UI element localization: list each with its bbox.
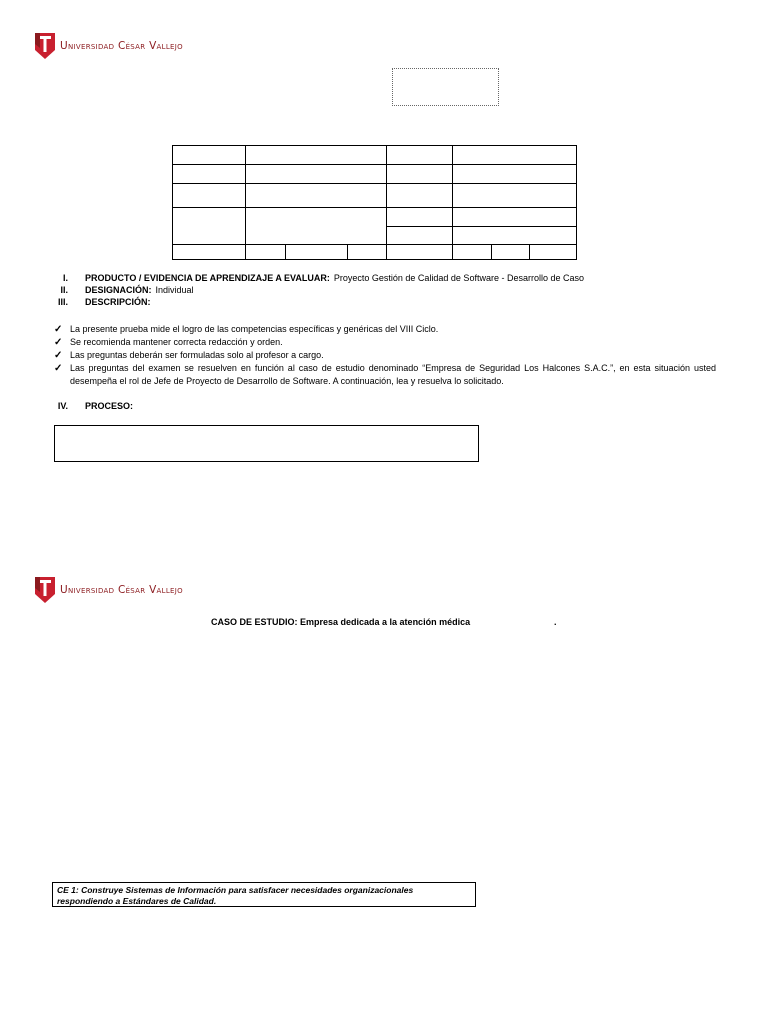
section-number: II. bbox=[60, 285, 68, 295]
list-item bbox=[54, 336, 716, 349]
university-logo bbox=[35, 577, 183, 603]
table-cell bbox=[452, 227, 576, 245]
table-cell bbox=[173, 184, 246, 208]
table-cell bbox=[452, 208, 576, 227]
section-number: III. bbox=[57, 297, 68, 307]
table-cell bbox=[386, 146, 452, 165]
university-name: Universidad César Vallejo bbox=[60, 40, 183, 52]
table-cell bbox=[245, 165, 386, 184]
section-product bbox=[0, 273, 768, 285]
section-value: Proyecto Gestión de Calidad de Software - Desarrollo de Caso bbox=[333, 273, 584, 283]
table-cell bbox=[245, 208, 386, 245]
dotted-placeholder-box bbox=[392, 68, 499, 106]
instruction-text: La presente prueba mide el logro de las competencias específicas y genéricas del VIII Ciclo. bbox=[70, 324, 439, 334]
table-cell bbox=[286, 245, 348, 260]
table-cell bbox=[245, 146, 386, 165]
table-cell bbox=[492, 245, 529, 260]
table-cell bbox=[452, 184, 576, 208]
competence-text: CE 1: Construye Sistemas de Información para satisfacer necesidades organizacionales respondiendo a Estándares de Calidad. bbox=[57, 885, 414, 906]
section-value: Individual bbox=[155, 285, 194, 295]
section-number: IV. bbox=[57, 401, 68, 411]
table-cell bbox=[529, 245, 576, 260]
table-cell bbox=[245, 184, 386, 208]
university-logo bbox=[35, 33, 183, 59]
table-row bbox=[173, 245, 577, 260]
section-label: DESCRIPCIÓN: bbox=[85, 297, 151, 307]
section-number: I. bbox=[62, 273, 68, 283]
table-cell bbox=[173, 245, 246, 260]
table-cell bbox=[245, 245, 285, 260]
check-icon: ✓ bbox=[54, 324, 63, 335]
check-icon: ✓ bbox=[54, 337, 63, 348]
table-row bbox=[173, 208, 577, 227]
table-cell bbox=[386, 245, 452, 260]
instruction-text: Se recomienda mantener correcta redacción y orden. bbox=[70, 337, 283, 347]
section-process bbox=[0, 401, 768, 413]
table-cell bbox=[452, 165, 576, 184]
table-cell bbox=[386, 165, 452, 184]
table-cell bbox=[452, 245, 491, 260]
case-study-title: CASO DE ESTUDIO: Empresa dedicada a la atención médica bbox=[211, 617, 471, 627]
table-cell bbox=[173, 208, 246, 245]
table-cell bbox=[386, 208, 452, 227]
list-item bbox=[54, 323, 716, 336]
university-crest-icon bbox=[35, 577, 55, 603]
university-name: Universidad César Vallejo bbox=[60, 584, 183, 596]
table-row bbox=[173, 146, 577, 165]
section-label: PRODUCTO / EVIDENCIA DE APRENDIZAJE A EVALUAR: bbox=[85, 273, 330, 283]
section-label: PROCESO: bbox=[85, 401, 134, 411]
header-info-table bbox=[172, 145, 577, 260]
section-designation bbox=[0, 285, 768, 297]
process-answer-box bbox=[54, 425, 479, 462]
instruction-text: Las preguntas deberán ser formuladas solo al profesor a cargo. bbox=[70, 350, 324, 360]
table-cell bbox=[386, 227, 452, 245]
check-icon: ✓ bbox=[54, 363, 63, 374]
check-icon: ✓ bbox=[54, 350, 63, 361]
table-cell bbox=[173, 146, 246, 165]
case-study-trailing: . bbox=[554, 617, 557, 627]
table-cell bbox=[386, 184, 452, 208]
table-cell bbox=[348, 245, 386, 260]
table-row bbox=[173, 184, 577, 208]
instruction-text: Las preguntas del examen se resuelven en función al caso de estudio denominado “Empresa de Seguridad Los Halcones S.A.C.”, en esta situación usted desempeña el rol de Jefe de Proyecto de Desarrollo de Software. A continuación, lea y resuelva lo solicitado. bbox=[70, 363, 716, 386]
evaluation-sections bbox=[0, 273, 768, 309]
table-row bbox=[173, 165, 577, 184]
competence-box bbox=[52, 882, 476, 907]
table-cell bbox=[173, 165, 246, 184]
table-cell bbox=[452, 146, 576, 165]
section-label: DESIGNACIÓN: bbox=[85, 285, 152, 295]
section-description bbox=[0, 297, 768, 309]
university-crest-icon bbox=[35, 33, 55, 59]
list-item bbox=[54, 349, 716, 362]
instruction-list bbox=[54, 323, 716, 388]
section-process-row bbox=[0, 401, 768, 413]
list-item bbox=[54, 362, 716, 388]
